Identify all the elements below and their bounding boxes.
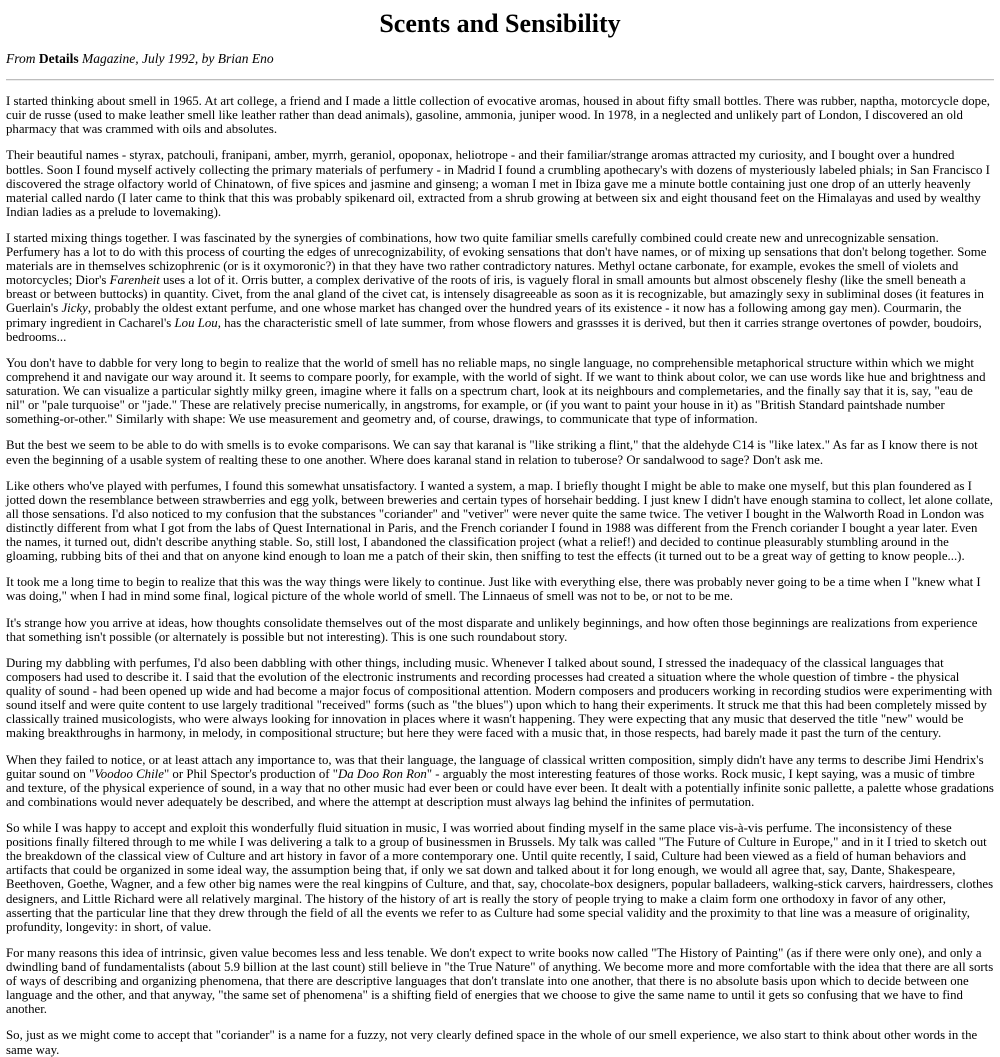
paragraph (6, 753, 994, 809)
text-run: So, just as we might come to accept that "coriander" is a name for a fuzzy, not very clearly defined space in the whole of our smell experience, we also start to think about other words in the same way. (6, 1028, 978, 1057)
paragraph (6, 1028, 994, 1056)
paragraph (6, 94, 994, 136)
italic-title: Voodoo Chile (94, 766, 164, 781)
italic-title: Jicky (61, 301, 88, 316)
text-run: , has the characteristic smell of late summer, from whose flowers and grassses it is derived, but then it carries strange overtones of powder, boudoirs, bedrooms... (6, 315, 982, 344)
text-run: During my dabbling with perfumes, I'd also been dabbling with other things, including music. Whenever I talked about sound, I stressed the inadequacy of the classical languages that composers had used to describe it. I said that the evolution of the electronic instruments and recording processes had created a situation where the whole question of timbre - the physical quality of sound - had been opened up wide and had become a major focus of compositional attention. Modern composers and producers working in recording studios were experimenting with sound itself and were quite content to use largely traditional "received" forms (such as "the blues") upon which to hang their experiments. It struck me that this had been completely missed by classically trained musicologists, who were always looking for innovation in places where it wasn't happening. They were expecting that any music that deserved the title "new" would be making breakthroughs in harmony, in melody, in compositional structure; but here they were faced with a music that, in those respects, had barely made it past the turn of the century. (6, 655, 993, 741)
italic-title: Farenheit (109, 273, 160, 288)
italic-title: Da Doo Ron Ron (338, 766, 427, 781)
text-run: " - arguably the most interesting features of those works. Rock music, I kept saying, was a music of timbre and texture, of the physical experience of sound, in a way that no other music had ever been or could have ever been. It dealt with a potentially infinite sonic pallette, a palette whose gradations and combinations would never adequately be described, and where the attempt at description must always lag behind the infinites of permutation. (6, 766, 994, 809)
paragraph (6, 231, 994, 344)
paragraph (6, 479, 994, 564)
text-run: It took me a long time to begin to realize that this was the way things were likely to continue. Just like with everything else, there was probably never going to be a time when I "knew what I was doing," when I had in mind some final, logical picture of the whole world of smell. The Linnaeus of smell was not to be, or not to be me. (6, 575, 981, 604)
byline-suffix: Magazine, July 1992, by Brian Eno (78, 51, 274, 67)
text-run: Like others who've played with perfumes, I found this somewhat unsatisfactory. I wanted a system, a map. I briefly thought I might be able to make one myself, but this plan foundered as I jotted down the resemblance between strawberries and egg yolk, between breweries and certain types of horsehair bedding. I just knew I didn't have enough stamina to collect, let alone collate, all those sensations. I'd also noticed to my confusion that the substances "coriander" and "vetiver" were never quite the same twice. The vetiver I bought in the Walworth Road in London was distinctly different from what I got from the labs of Quest International in Paris, and the French coriander I found in 1988 was different from the French coriander I bought a year later. Even the names, it turned out, didn't describe anything stable. So, still lost, I abandoned the classification project (what a relief!) and decided to continue pleasurably stumbling around in the gloaming, rubbing bits of thei and that on anyone kind enough to loan me a patch of their skin, then sniffing to test the effects (it turned out to be a great way of getting to know people...). (6, 478, 994, 564)
paragraph (6, 821, 994, 934)
paragraph (6, 148, 994, 218)
paragraph (6, 356, 994, 426)
article-body (6, 94, 994, 1057)
text-run: I started mixing things together. I was fascinated by the synergies of combinations, how two quite familiar smells carefully combined could create new and unrecognizable sensation. Perfumery has a lot to do with this process of courting the edges of unrecognizability, of evoking sensations that don't have names, or of mixing up sensations that don't belong together. Some materials are in themselves schizophrenic (or is it oxymoronic?) in that they have two rather contradictory natures. Methyl octane carbonate, for example, evokes the smell of violets and motorcycles; Dior's (6, 231, 987, 288)
text-run: I started thinking about smell in 1965. At art college, a friend and I made a little collection of evocative aromas, housed in about fifty small bottles. There was rubber, naptha, motorcycle dope, cuir de russe (used to make leather smell like leather rather than dead animals), gasoline, ammonia, juniper wood. In 1978, in a neglected and unlikely part of London, I discovered an old pharmacy that was crammed with oils and absolutes. (6, 94, 991, 137)
magazine-name: Details (38, 51, 79, 67)
text-run: So while I was happy to accept and exploit this wonderfully fluid situation in music, I was worried about finding myself in the same place vis-à-vis perfume. The inconsistency of these positions finally filtered through to me while I was delivering a talk to a group of businessmen in Brussels. My talk was called "The Future of Culture in Europe," and in it I tried to sketch out the breakdown of the classical view of Culture and art history in favor of a more contemporary one. Until quite recently, I said, Culture had been viewed as a field of human behaviors and artifacts that could be organized in some ideal way, the assumption being that, if only we sat down and talked about it for long enough, we would all agree that, say, Dante, Shakespeare, Beethoven, Goethe, Wagner, and a few other big names were the real kingpins of Culture, and that, say, chocolate-box designers, popular balladeers, walking-stick carvers, hairdressers, clothes designers, and Little Richard were all relatively marginal. The history of the history of art is really the story of people trying to make a claim form one orthodoxy in favor of any other, asserting that the particular line that they drew through the field of all the events we refer to as Culture had some special validity and the proximity to that line was a measure of originality, profundity, longevity: in short, of value. (6, 821, 994, 934)
text-run: But the best we seem to be able to do with smells is to evoke comparisons. We can say that karanal is "like striking a flint," that the aldehyde C14 is "like latex." As far as I know there is not even the beginning of a usable system of realting these to one another. Where does karanal stand in relation to tuberose? Or sandalwood to sage? Don't ask me. (6, 438, 978, 467)
paragraph (6, 616, 994, 644)
divider (6, 79, 994, 81)
byline-prefix: From (6, 51, 39, 67)
byline (6, 51, 994, 68)
text-run: Their beautiful names - styrax, patchouli, franipani, amber, myrrh, geraniol, opoponax, heliotrope - and their familiar/strange aromas attracted my curiosity, and I bought over a hundred bottles. Soon I found myself actively collecting the primary materials of perfumery - in Madrid I found a crumbling apothecary's with dozens of mysteriously labeled phials; in San Francisco I discovered the strage olfactory world of Chinatown, of five spices and jasmine and ginseng; a woman I met in Ibiza gave me a minute bottle containing just one drop of an utterly heavenly material called nardo (I later came to think that this was probably spikenard oil, extracted from a shrub growing at between six and eight thousand feet on the Himalayas and used by wealthy Indian ladies as a prelude to lovemaking). (6, 148, 990, 219)
paragraph (6, 438, 994, 466)
text-run: You don't have to dabble for very long to begin to realize that the world of smell has no reliable maps, no single language, no comprehensible metaphorical structure within which we might comprehend it and navigate our way around it. It seems to compare poorly, for example, with the world of sight. If we want to think about color, we can use words like hue and brightness and saturation. We can visualize a particular sightly milky green, imagine where it falls on a spectrum chart, look at its neighbours and complemetaries, and the finally say that it is, say, "eau de nil" or "pale turquoise" or "jade." These are relatively precise numerically, in angstroms, for example, or (if you want to paint your house in it) as "British Standard paintshade number something-or-other." Similarly with shape: We use measurement and geometry and, of course, drawings, to communicate that type of information. (6, 355, 986, 427)
paragraph (6, 656, 994, 741)
paragraph (6, 575, 994, 603)
page-title: Scents and Sensibility (379, 9, 621, 38)
text-run: uses a lot of it. Orris butter, a complex derivative of the roots of iris, is vaguely floral in small amounts but almost obscenely fleshy (like the smell beneath a breast or between buttocks) in quantity. Civet, from the anal gland of the civet cat, is intensely disagreeable as soon as it is recognizable, but amazingly sexy in subliminal doses (it features in Guerlain's (6, 273, 984, 316)
text-run: For many reasons this idea of intrinsic, given value becomes less and less tenable. We don't expect to write books now called "The History of Painting" (as if there were only one), and only a dwindling band of fundamentalists (about 5.9 billion at the last count) still believe in "the True Nature" of anything. We become more and more comfortable with the idea that there are all sorts of ways of describing and organizing phenomena, that there are descriptive languages that don't translate into one another, that there is no absolute basis upon which to decide between one language and the other, and that anyway, "the same set of phenomena" is a shifting field of energies that we choose to give the same name to until it gets so confusing that we have to find another. (6, 945, 994, 1017)
paragraph (6, 946, 994, 1016)
text-run: When they failed to notice, or at least attach any importance to, was that their language, the language of classical written composition, simply didn't have any terms to describe Jimi Hendrix's guitar sound on " (6, 752, 984, 781)
text-run: " or Phil Spector's production of " (163, 766, 338, 781)
italic-title: Lou Lou (174, 315, 218, 330)
text-run: It's strange how you arrive at ideas, how thoughts consolidate themselves out of the most disparate and unlikely beginnings, and how often those beginnings are realizations from experience that something isn't possible (or alternately is possible but not interesting). This is one such roundabout story. (6, 615, 978, 644)
text-run: , probably the oldest extant perfume, and one whose market has changed over the hundred years of its existence - it now has a following among gay men). Courmarin, the primary ingredient in Cacharel's (6, 301, 962, 330)
